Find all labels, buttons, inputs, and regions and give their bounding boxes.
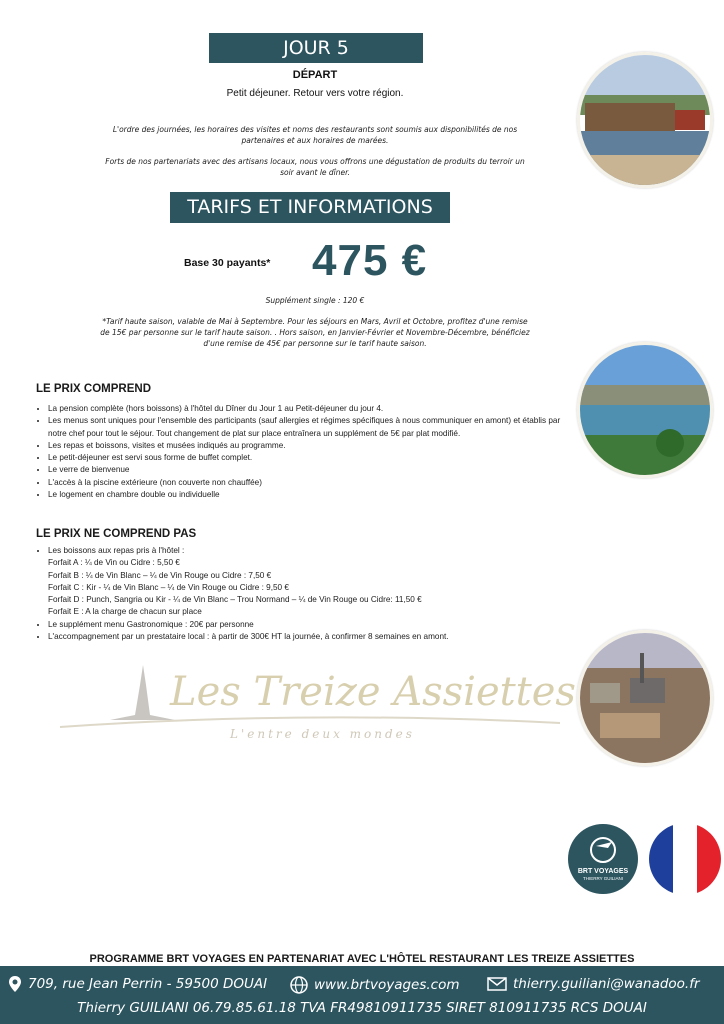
location-pin-icon [8, 976, 22, 992]
brt-name: BRT VOYAGES [577, 868, 629, 875]
list-item: • Le supplément menu Gastronomique : 20€ par personne [48, 619, 488, 631]
base-label: Base 30 payants* [184, 257, 271, 269]
disclaimer-note: L'ordre des journées, les horaires des visites et noms des restaurants sont soumis aux disponibilités de nos partenaires et aux horaires de marées. [112, 125, 518, 145]
website-text[interactable]: www.brtvoyages.com [314, 977, 460, 993]
list-item: • Le verre de bienvenue [48, 464, 568, 476]
footer-legal: Thierry GUILIANI 06.79.85.61.18 TVA FR49810911735 SIRET 810911735 RCS DOUAI [77, 1000, 647, 1016]
season-note: *Tarif haute saison, valable de Mai à Septembre. Pour les séjours en Mars, Avril et Octobre, profitez d'une remise de 15€ par personne sur le tarif haute saison. . Hors saison, en Janvier-Février et Novembre-Décembre, bénéficiez d'une remise de 45€ par personne sur le tarif haute saison. [100, 317, 530, 348]
list-item: • Les menus sont uniques pour l'ensemble des participants (sauf allergies et régimes spécifiques à nous communiquer en amont) et établis par notre chef pour tout le séjour. Tout changement de plat sur place entraînera un supplément de 5€ par plat modifié. [48, 415, 568, 440]
brt-owner: THIERRY GUILIANI [582, 876, 624, 881]
single-supplement: Supplément single : 120 € [265, 296, 365, 305]
depart-heading: DÉPART [292, 69, 338, 81]
footer [0, 966, 724, 1024]
aerial-city-photo [577, 630, 713, 766]
footer-address [8, 976, 267, 992]
tasting-note: Forts de nos partenariats avec des artisans locaux, nous vous offrons une dégustation de produits du terroir un soir avant le dîner. [105, 157, 525, 177]
forfait-b: Forfait B : ¼ de Vin Blanc – ¼ de Vin Rouge ou Cidre : 7,50 € [48, 570, 272, 580]
included-heading: LE PRIX COMPREND [36, 383, 152, 395]
coastal-town-photo [577, 52, 713, 188]
logo-subtitle: L'entre deux mondes [230, 727, 415, 741]
list-item: • L'accès à la piscine extérieure (non couverte non chauffée) [48, 477, 568, 489]
not-included-list [34, 545, 488, 643]
tarifs-banner: TARIFS ET INFORMATIONS [170, 192, 450, 223]
depart-text: Petit déjeuner. Retour vers votre région. [226, 88, 404, 99]
partnership-line: PROGRAMME BRT VOYAGES EN PARTENARIAT AVEC L'HÔTEL RESTAURANT LES TREIZE ASSIETTES [89, 953, 635, 965]
footer-email[interactable] [487, 976, 700, 992]
globe-icon [290, 976, 308, 994]
envelope-icon [487, 977, 507, 991]
price-value: 475 € [312, 236, 428, 285]
drinks-label: • Les boissons aux repas pris à l'hôtel : [48, 546, 185, 555]
footer-website[interactable] [290, 976, 460, 994]
treize-assiettes-logo [40, 655, 576, 755]
forfait-c: Forfait C : Kir - ¼ de Vin Blanc – ¼ de Vin Rouge ou Cidre : 9,50 € [48, 582, 289, 592]
logo-title: Les Treize Assiettes [170, 669, 576, 715]
forfait-d: Forfait D : Punch, Sangria ou Kir - ¼ de Vin Blanc – Trou Normand – ¼ de Vin Rouge ou Cidre: 11,50 € [48, 595, 422, 605]
forfait-a: Forfait A : ¼ de Vin ou Cidre : 5,50 € [48, 558, 180, 568]
bay-landscape-photo [577, 342, 713, 478]
list-item: • Le petit-déjeuner est servi sous forme de buffet complet. [48, 452, 568, 464]
list-item: • Les repas et boissons, visites et musées indiqués au programme. [48, 440, 568, 452]
list-item: • La pension complète (hors boissons) à l'hôtel du Dîner du Jour 1 au Petit-déjeuner du jour 4. [48, 403, 568, 415]
list-item: • L'accompagnement par un prestataire local : à partir de 300€ HT la journée, à confirmer 8 semaines en amont. [48, 631, 488, 643]
not-included-heading: LE PRIX NE COMPREND PAS [36, 528, 197, 540]
list-item: • Le logement en chambre double ou individuelle [48, 489, 568, 501]
included-list [34, 403, 568, 501]
day-5-banner: JOUR 5 [209, 33, 423, 63]
forfait-e: Forfait E : A la charge de chacun sur place [48, 607, 202, 617]
brt-voyages-logo [568, 824, 638, 894]
french-flag-icon [649, 823, 721, 895]
email-text[interactable]: thierry.guiliani@wanadoo.fr [513, 976, 700, 992]
address-text: 709, rue Jean Perrin - 59500 DOUAI [28, 976, 268, 992]
list-item [48, 545, 488, 619]
